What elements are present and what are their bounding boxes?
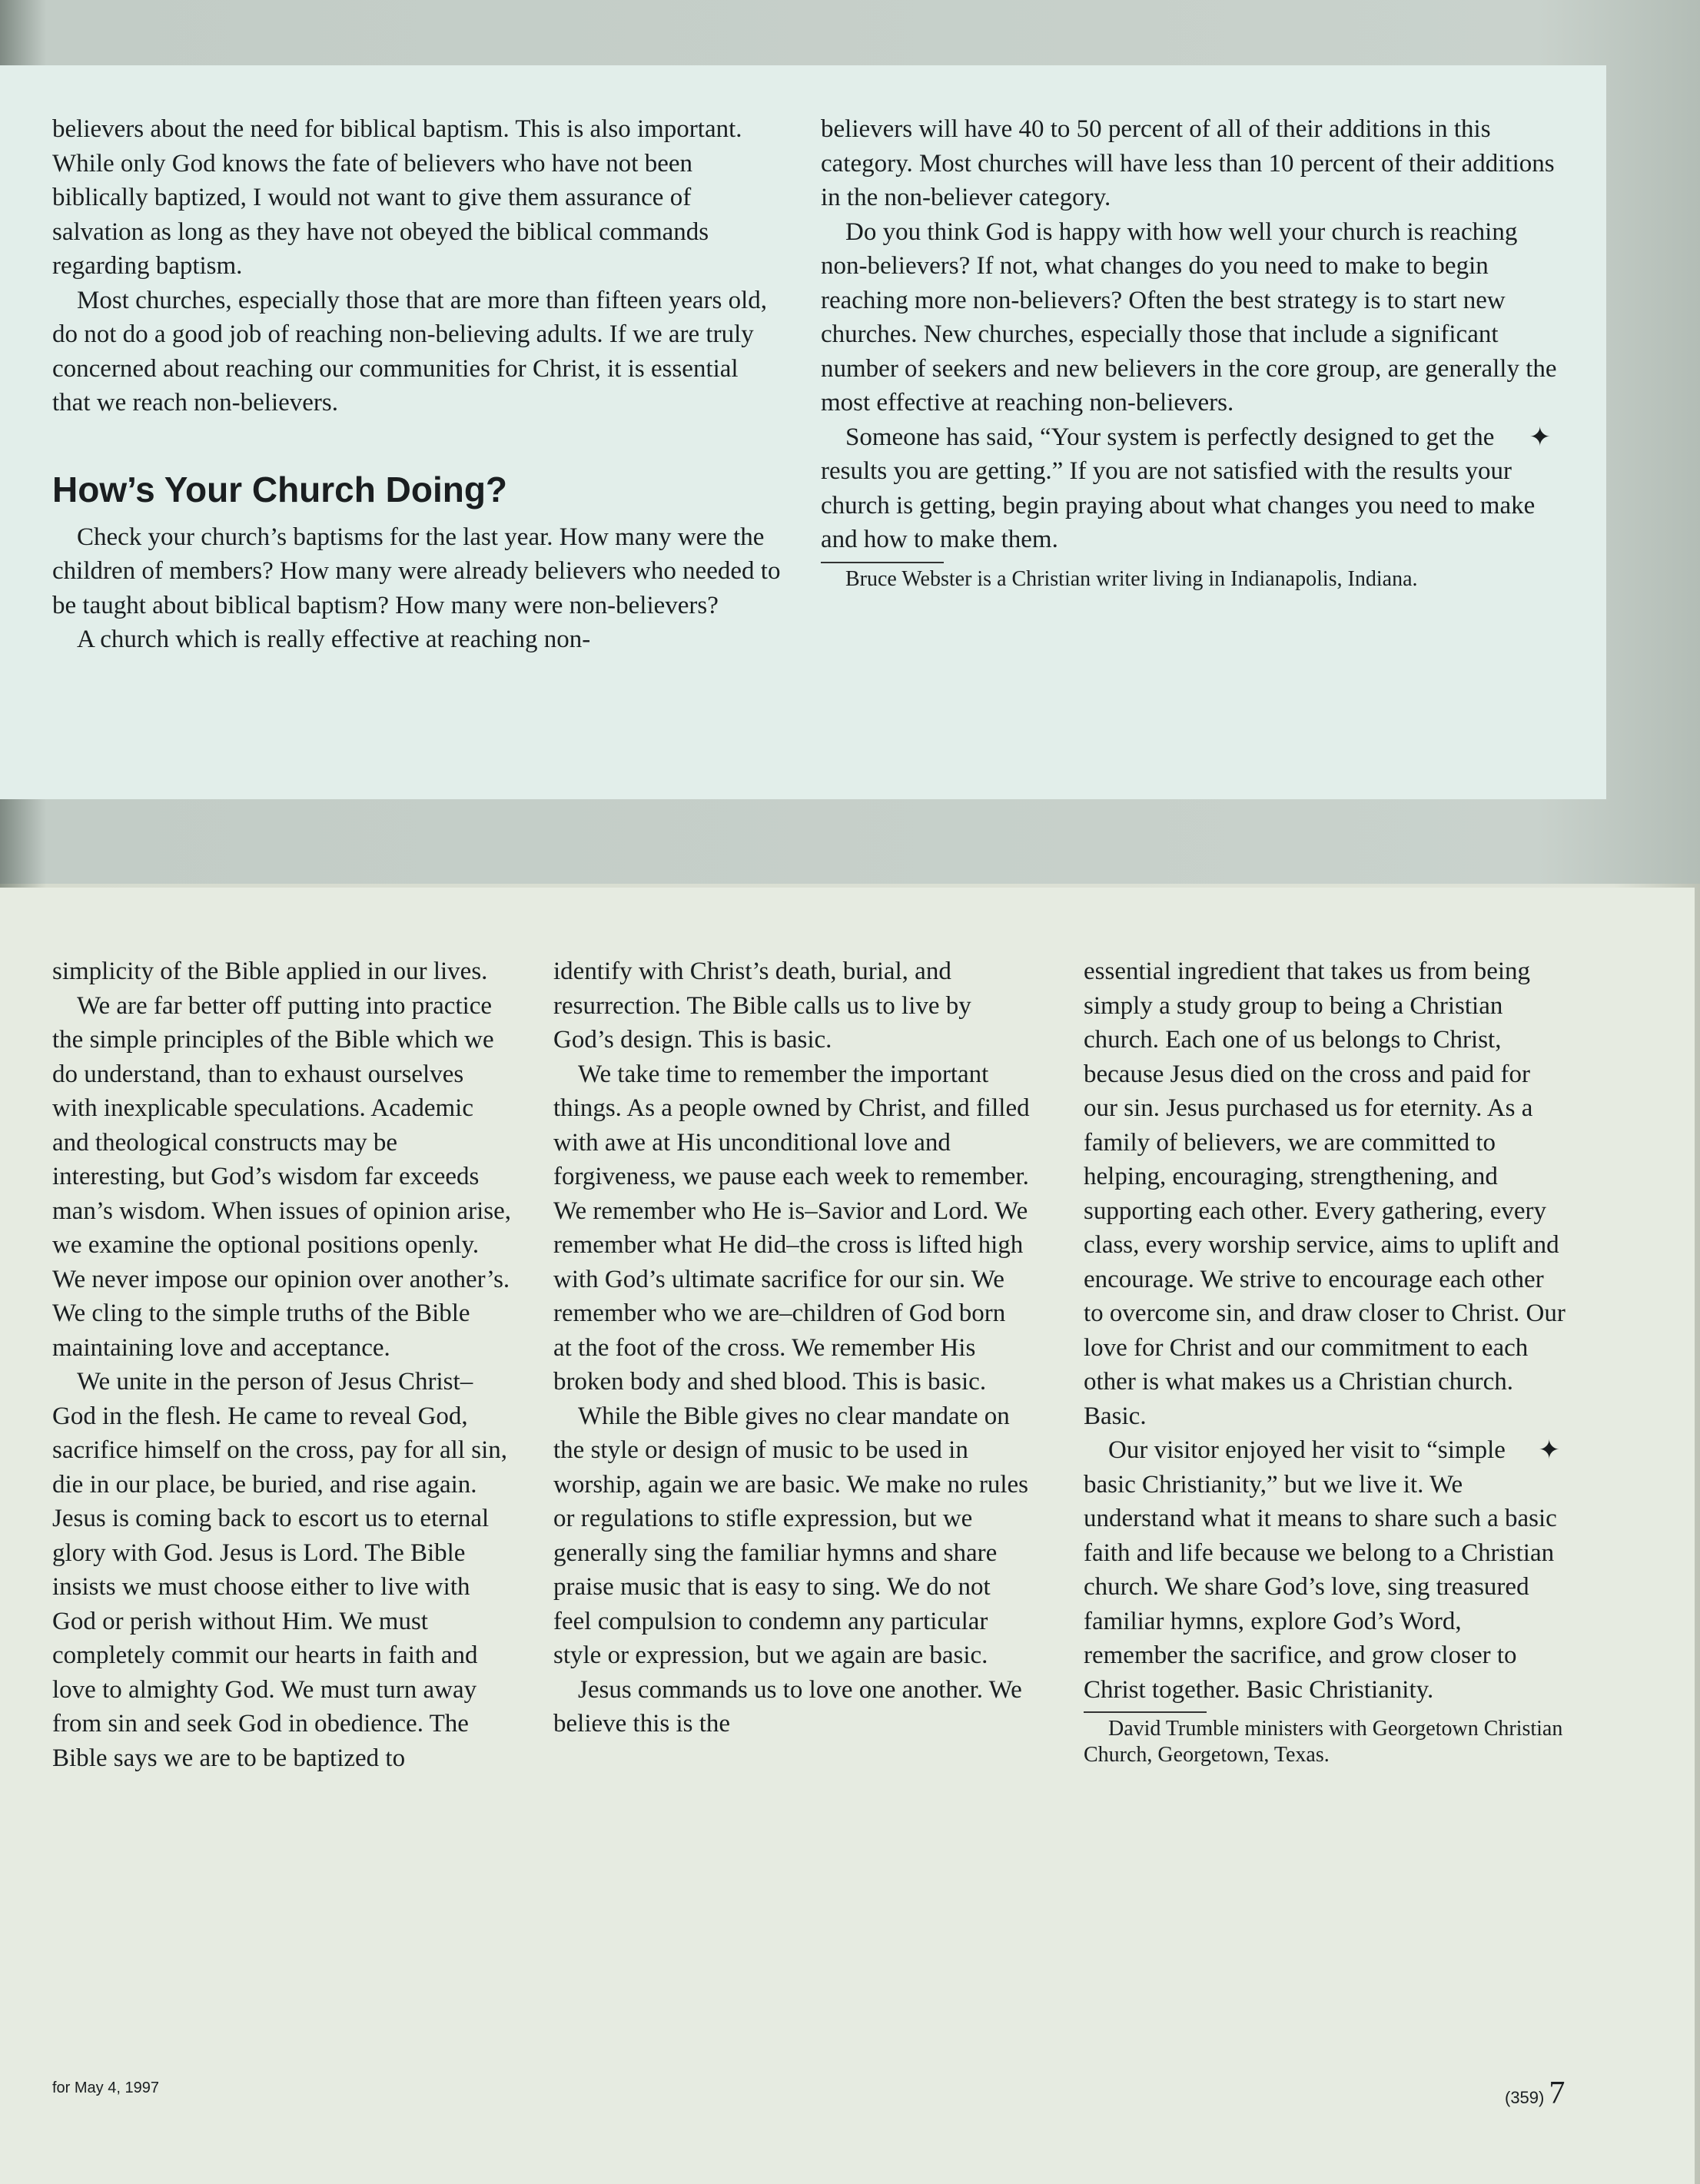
paragraph: believers about the need for biblical baptism. This is also important. While only God knows the fate of believers who have not been biblically baptized, I would not want to give them assurance of salvation as long as they have not obeyed the biblical commands regarding baptism. xyxy=(52,115,742,280)
paragraph: simplicity of the Bible applied in our lives. xyxy=(52,958,488,985)
end-mark-icon: ✦ xyxy=(1529,421,1551,453)
issue-date: for May 4, 1997 xyxy=(52,2079,159,2096)
paragraph: Do you think God is happy with how well your church is reaching non-believers? If not, what changes do you need to make to begin reaching more non-believers? Often the best strategy is to start new churches. New churches, especially those that include a significant number of seekers and new believers in the core group, are generally the most effective at reaching non-believers. xyxy=(821,217,1557,417)
paragraph: We unite in the person of Jesus Christ–God in the flesh. He came to reveal God, sacrifice himself on the cross, pay for all sin, die in our place, be buried, and rise again. Jesus is coming back to escort us to eternal glory with God. Jesus is Lord. The Bible insists we must choose either to live with God or perish without Him. We must completely commit our hearts in faith and love to almighty God. We must turn away from sin and seek God in obedience. The Bible says we are to be baptized to xyxy=(52,1368,507,1772)
paragraph: Jesus commands us to love one another. We believe this is the xyxy=(553,1675,1022,1738)
bottom-article-column-2 xyxy=(553,954,1030,1741)
paragraph: believers will have 40 to 50 percent of all of their additions in this category. Most churches will have less than 10 percent of their additions in the non-believer category. xyxy=(821,115,1555,211)
paragraph-text: Someone has said, “Your system is perfectly designed to get the results you are getting.” If you are not satisfied with the results your church is getting, begin praying about what changes you need to make and how to make them. xyxy=(821,423,1536,553)
page-folio xyxy=(1505,2075,1565,2112)
paragraph: We take time to remember the important things. As a people owned by Christ, and filled with awe at His unconditional love and forgiveness, we pause each week to remember. We remember who He is–Savior and Lord. We remember what He did–the cross is lifted high with God’s ultimate sacrifice for our sin. We remember who we are–children of God born at the foot of the cross. We remember His broken body and shed blood. This is basic. xyxy=(553,1060,1030,1396)
paragraph xyxy=(1084,1433,1568,1707)
author-bio: David Trumble ministers with Georgetown Christian Church, Georgetown, Texas. xyxy=(1084,1717,1563,1767)
top-article-column-2 xyxy=(821,112,1559,592)
paragraph: essential ingredient that takes us from being simply a study group to being a Christian church. Each one of us belongs to Christ, because Jesus died on the cross and paid for our sin. Jesus purchased us for eternity. As a family of believers, we are committed to helping, encouraging, strengthening, and supporting each other. Every gathering, every class, every worship service, aims to uplift and encourage. We strive to encourage each other to overcome sin, and draw closer to Christ. Our love for Christ and our commitment to each other is what makes us a Christian church. Basic. xyxy=(1084,958,1566,1430)
paragraph xyxy=(821,420,1559,557)
paragraph: We are far better off putting into practice the simple principles of the Bible which we do understand, than to exhaust ourselves with inexplicable speculations. Academic and theological constructs may be interesting, but God’s wisdom far exceeds man’s wisdom. When issues of opinion arise, we examine the optional positions openly. We never impose our opinion over another’s. We cling to the simple truths of the Bible maintaining love and acceptance. xyxy=(52,991,511,1362)
paragraph: A church which is really effective at reaching non- xyxy=(77,626,591,653)
folio-number: (359) xyxy=(1505,2088,1545,2107)
paragraph: While the Bible gives no clear mandate on the style or design of music to be used in worship, again we are basic. We make no rules or regulations to stifle expression, but we generally sing the familiar hymns and share praise music that is easy to sing. We do not feel compulsion to condemn any particular style or expression, but we again are basic. xyxy=(553,1402,1029,1669)
paragraph-text: Our visitor enjoyed her visit to “simple basic Christianity,” but we live it. We understand what it means to share such a basic faith and life because we belong to a Christian church. We share God’s love, sing treasured familiar hymns, explore God’s Word, remember the sacrifice, and grow closer to Christ together. Basic Christianity. xyxy=(1084,1436,1557,1704)
author-bio: Bruce Webster is a Christian writer living in Indianapolis, Indiana. xyxy=(845,566,1418,591)
paragraph: Check your church’s baptisms for the last year. How many were the children of members? How many were already believers who needed to be taught about biblical baptism? How many were non-believers? xyxy=(52,523,781,619)
page-number: 7 xyxy=(1549,2076,1566,2111)
bio-rule xyxy=(821,562,944,563)
top-article-column-1 xyxy=(52,112,782,657)
bottom-article-column-1 xyxy=(52,954,513,1775)
section-heading: How’s Your Church Doing? xyxy=(52,469,508,509)
paragraph: identify with Christ’s death, burial, and resurrection. The Bible calls us to live by God’s design. This is basic. xyxy=(553,958,971,1054)
end-mark-icon: ✦ xyxy=(1538,1435,1560,1465)
paragraph: Most churches, especially those that are more than fifteen years old, do not do a good job of reaching non-believing adults. If we are truly concerned about reaching our communities for Christ, it is essential that we reach non-believers. xyxy=(52,286,768,417)
bottom-article-column-3 xyxy=(1084,954,1568,1768)
bio-rule xyxy=(1084,1711,1207,1713)
